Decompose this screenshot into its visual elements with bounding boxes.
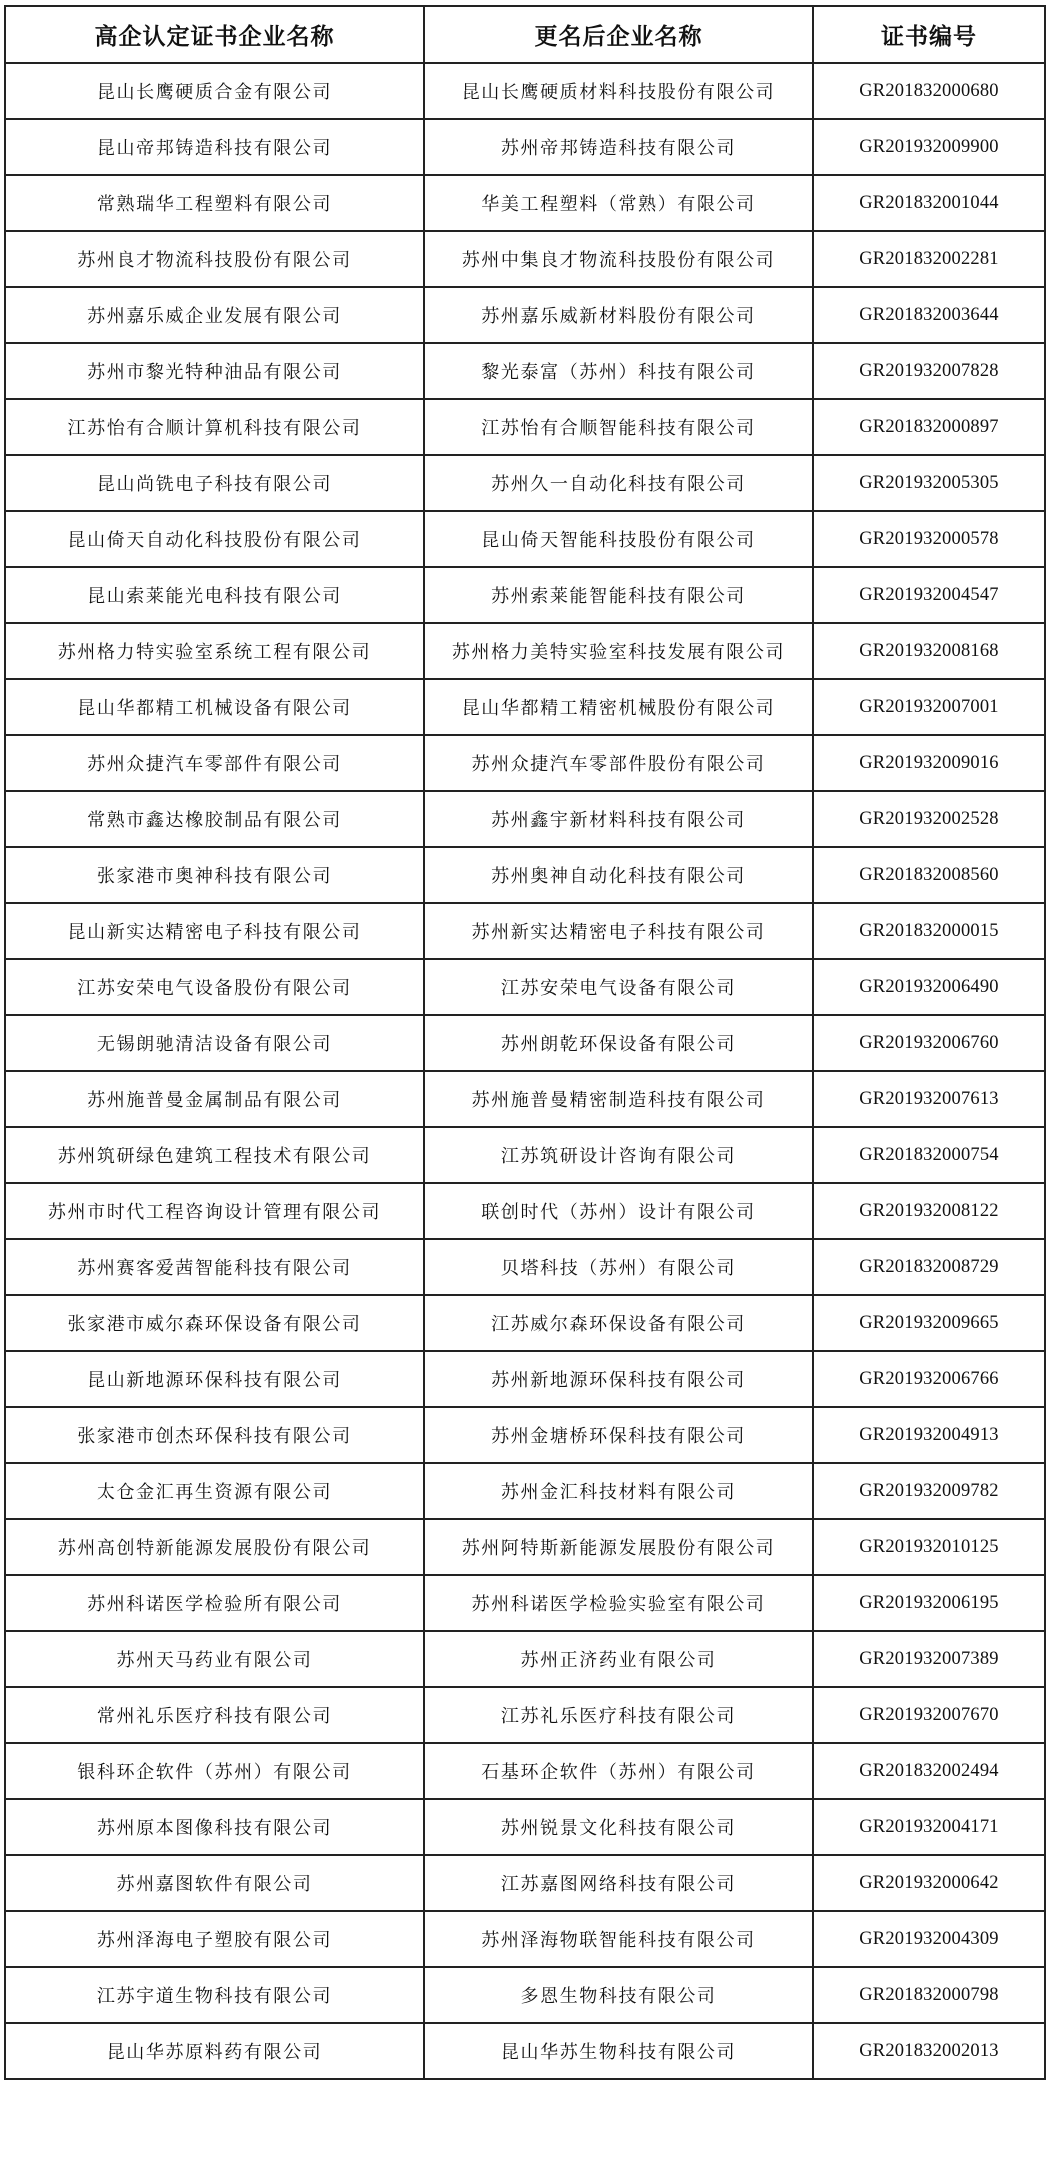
certificate-number: GR201932008168 <box>813 623 1045 679</box>
certificate-number: GR201932009782 <box>813 1463 1045 1519</box>
renamed-company-name: 苏州金汇科技材料有限公司 <box>424 1463 813 1519</box>
original-company-name: 昆山长鹰硬质合金有限公司 <box>5 63 424 119</box>
table-row <box>5 1463 1045 1519</box>
renamed-company-name: 昆山长鹰硬质材料科技股份有限公司 <box>424 63 813 119</box>
table-header <box>5 6 1045 63</box>
renamed-company-name: 苏州索莱能智能科技有限公司 <box>424 567 813 623</box>
certificate-rename-document <box>4 5 1044 2080</box>
table-row <box>5 735 1045 791</box>
renamed-company-name: 苏州格力美特实验室科技发展有限公司 <box>424 623 813 679</box>
table-row <box>5 1799 1045 1855</box>
original-company-name: 昆山华苏原料药有限公司 <box>5 2023 424 2079</box>
table-row <box>5 1183 1045 1239</box>
renamed-company-name: 苏州科诺医学检验实验室有限公司 <box>424 1575 813 1631</box>
table-row <box>5 1351 1045 1407</box>
certificate-number: GR201832002013 <box>813 2023 1045 2079</box>
certificate-number: GR201932004171 <box>813 1799 1045 1855</box>
table-row <box>5 623 1045 679</box>
original-company-name: 江苏宇道生物科技有限公司 <box>5 1967 424 2023</box>
table-row <box>5 1015 1045 1071</box>
certificate-number: GR201832000754 <box>813 1127 1045 1183</box>
renamed-company-name: 江苏怡有合顺智能科技有限公司 <box>424 399 813 455</box>
original-company-name: 苏州筑研绿色建筑工程技术有限公司 <box>5 1127 424 1183</box>
renamed-company-name: 联创时代（苏州）设计有限公司 <box>424 1183 813 1239</box>
table-row <box>5 1519 1045 1575</box>
renamed-company-name: 苏州朗乾环保设备有限公司 <box>424 1015 813 1071</box>
original-company-name: 苏州嘉图软件有限公司 <box>5 1855 424 1911</box>
table-row <box>5 1575 1045 1631</box>
certificate-number: GR201932000642 <box>813 1855 1045 1911</box>
table-row <box>5 1911 1045 1967</box>
table-row <box>5 287 1045 343</box>
original-company-name: 苏州良才物流科技股份有限公司 <box>5 231 424 287</box>
table-row <box>5 679 1045 735</box>
table-row <box>5 63 1045 119</box>
certificate-number: GR201832000897 <box>813 399 1045 455</box>
original-company-name: 江苏怡有合顺计算机科技有限公司 <box>5 399 424 455</box>
renamed-company-name: 石基环企软件（苏州）有限公司 <box>424 1743 813 1799</box>
table-row <box>5 1743 1045 1799</box>
table-row <box>5 511 1045 567</box>
table-row <box>5 455 1045 511</box>
certificate-number: GR201932004309 <box>813 1911 1045 1967</box>
table-row <box>5 2023 1045 2079</box>
table-row <box>5 231 1045 287</box>
renamed-company-name: 苏州金塘桥环保科技有限公司 <box>424 1407 813 1463</box>
table-row <box>5 1631 1045 1687</box>
original-company-name: 苏州众捷汽车零部件有限公司 <box>5 735 424 791</box>
certificate-number: GR201932000578 <box>813 511 1045 567</box>
renamed-company-name: 苏州鑫宇新材料科技有限公司 <box>424 791 813 847</box>
renamed-company-name: 江苏礼乐医疗科技有限公司 <box>424 1687 813 1743</box>
certificate-number: GR201932007670 <box>813 1687 1045 1743</box>
certificate-number: GR201932009900 <box>813 119 1045 175</box>
renamed-company-name: 江苏嘉图网络科技有限公司 <box>424 1855 813 1911</box>
certificate-number: GR201832008560 <box>813 847 1045 903</box>
renamed-company-name: 苏州新地源环保科技有限公司 <box>424 1351 813 1407</box>
table-row <box>5 119 1045 175</box>
original-company-name: 苏州施普曼金属制品有限公司 <box>5 1071 424 1127</box>
table-row <box>5 791 1045 847</box>
certificate-number: GR201832001044 <box>813 175 1045 231</box>
renamed-company-name: 多恩生物科技有限公司 <box>424 1967 813 2023</box>
renamed-company-name: 江苏安荣电气设备有限公司 <box>424 959 813 1015</box>
certificate-rename-table <box>4 5 1046 2080</box>
renamed-company-name: 昆山华苏生物科技有限公司 <box>424 2023 813 2079</box>
original-company-name: 昆山新实达精密电子科技有限公司 <box>5 903 424 959</box>
renamed-company-name: 苏州新实达精密电子科技有限公司 <box>424 903 813 959</box>
table-row <box>5 175 1045 231</box>
table-row <box>5 399 1045 455</box>
renamed-company-name: 苏州嘉乐威新材料股份有限公司 <box>424 287 813 343</box>
original-company-name: 昆山倚天自动化科技股份有限公司 <box>5 511 424 567</box>
certificate-number: GR201932006760 <box>813 1015 1045 1071</box>
original-company-name: 常熟瑞华工程塑料有限公司 <box>5 175 424 231</box>
original-company-name: 昆山新地源环保科技有限公司 <box>5 1351 424 1407</box>
certificate-number: GR201932007613 <box>813 1071 1045 1127</box>
table-row <box>5 1407 1045 1463</box>
original-company-name: 苏州泽海电子塑胶有限公司 <box>5 1911 424 1967</box>
column-header-original-name: 高企认定证书企业名称 <box>5 6 424 63</box>
original-company-name: 常州礼乐医疗科技有限公司 <box>5 1687 424 1743</box>
renamed-company-name: 苏州帝邦铸造科技有限公司 <box>424 119 813 175</box>
renamed-company-name: 苏州奥神自动化科技有限公司 <box>424 847 813 903</box>
table-row <box>5 1239 1045 1295</box>
original-company-name: 太仓金汇再生资源有限公司 <box>5 1463 424 1519</box>
renamed-company-name: 昆山华都精工精密机械股份有限公司 <box>424 679 813 735</box>
original-company-name: 张家港市创杰环保科技有限公司 <box>5 1407 424 1463</box>
certificate-number: GR201932007389 <box>813 1631 1045 1687</box>
original-company-name: 苏州赛客爱茜智能科技有限公司 <box>5 1239 424 1295</box>
certificate-number: GR201932002528 <box>813 791 1045 847</box>
renamed-company-name: 黎光泰富（苏州）科技有限公司 <box>424 343 813 399</box>
table-body <box>5 63 1045 2079</box>
column-header-certificate-number: 证书编号 <box>813 6 1045 63</box>
certificate-number: GR201932005305 <box>813 455 1045 511</box>
renamed-company-name: 苏州久一自动化科技有限公司 <box>424 455 813 511</box>
renamed-company-name: 苏州泽海物联智能科技有限公司 <box>424 1911 813 1967</box>
certificate-number: GR201932004913 <box>813 1407 1045 1463</box>
original-company-name: 苏州原本图像科技有限公司 <box>5 1799 424 1855</box>
certificate-number: GR201832002494 <box>813 1743 1045 1799</box>
original-company-name: 苏州格力特实验室系统工程有限公司 <box>5 623 424 679</box>
table-row <box>5 1127 1045 1183</box>
certificate-number: GR201932006490 <box>813 959 1045 1015</box>
renamed-company-name: 苏州阿特斯新能源发展股份有限公司 <box>424 1519 813 1575</box>
original-company-name: 苏州市黎光特种油品有限公司 <box>5 343 424 399</box>
certificate-number: GR201832000798 <box>813 1967 1045 2023</box>
renamed-company-name: 江苏筑研设计咨询有限公司 <box>424 1127 813 1183</box>
certificate-number: GR201932010125 <box>813 1519 1045 1575</box>
table-row <box>5 343 1045 399</box>
certificate-number: GR201932006766 <box>813 1351 1045 1407</box>
renamed-company-name: 苏州锐景文化科技有限公司 <box>424 1799 813 1855</box>
certificate-number: GR201832002281 <box>813 231 1045 287</box>
original-company-name: 昆山尚铣电子科技有限公司 <box>5 455 424 511</box>
original-company-name: 昆山华都精工机械设备有限公司 <box>5 679 424 735</box>
original-company-name: 苏州嘉乐威企业发展有限公司 <box>5 287 424 343</box>
certificate-number: GR201932004547 <box>813 567 1045 623</box>
table-row <box>5 1295 1045 1351</box>
renamed-company-name: 苏州众捷汽车零部件股份有限公司 <box>424 735 813 791</box>
original-company-name: 苏州高创特新能源发展股份有限公司 <box>5 1519 424 1575</box>
column-header-renamed-name: 更名后企业名称 <box>424 6 813 63</box>
renamed-company-name: 苏州正济药业有限公司 <box>424 1631 813 1687</box>
renamed-company-name: 华美工程塑料（常熟）有限公司 <box>424 175 813 231</box>
original-company-name: 江苏安荣电气设备股份有限公司 <box>5 959 424 1015</box>
table-row <box>5 847 1045 903</box>
original-company-name: 张家港市威尔森环保设备有限公司 <box>5 1295 424 1351</box>
original-company-name: 昆山帝邦铸造科技有限公司 <box>5 119 424 175</box>
certificate-number: GR201832003644 <box>813 287 1045 343</box>
certificate-number: GR201932007828 <box>813 343 1045 399</box>
certificate-number: GR201832000680 <box>813 63 1045 119</box>
renamed-company-name: 昆山倚天智能科技股份有限公司 <box>424 511 813 567</box>
certificate-number: GR201832000015 <box>813 903 1045 959</box>
renamed-company-name: 贝塔科技（苏州）有限公司 <box>424 1239 813 1295</box>
renamed-company-name: 苏州中集良才物流科技股份有限公司 <box>424 231 813 287</box>
table-row <box>5 903 1045 959</box>
certificate-number: GR201932008122 <box>813 1183 1045 1239</box>
certificate-number: GR201832008729 <box>813 1239 1045 1295</box>
renamed-company-name: 江苏威尔森环保设备有限公司 <box>424 1295 813 1351</box>
original-company-name: 张家港市奥神科技有限公司 <box>5 847 424 903</box>
table-row <box>5 959 1045 1015</box>
original-company-name: 苏州市时代工程咨询设计管理有限公司 <box>5 1183 424 1239</box>
header-row <box>5 6 1045 63</box>
original-company-name: 昆山索莱能光电科技有限公司 <box>5 567 424 623</box>
original-company-name: 无锡朗驰清洁设备有限公司 <box>5 1015 424 1071</box>
renamed-company-name: 苏州施普曼精密制造科技有限公司 <box>424 1071 813 1127</box>
original-company-name: 银科环企软件（苏州）有限公司 <box>5 1743 424 1799</box>
original-company-name: 苏州科诺医学检验所有限公司 <box>5 1575 424 1631</box>
original-company-name: 苏州天马药业有限公司 <box>5 1631 424 1687</box>
table-row <box>5 567 1045 623</box>
original-company-name: 常熟市鑫达橡胶制品有限公司 <box>5 791 424 847</box>
table-row <box>5 1855 1045 1911</box>
certificate-number: GR201932009665 <box>813 1295 1045 1351</box>
certificate-number: GR201932007001 <box>813 679 1045 735</box>
table-row <box>5 1967 1045 2023</box>
table-row <box>5 1071 1045 1127</box>
certificate-number: GR201932006195 <box>813 1575 1045 1631</box>
table-row <box>5 1687 1045 1743</box>
certificate-number: GR201932009016 <box>813 735 1045 791</box>
